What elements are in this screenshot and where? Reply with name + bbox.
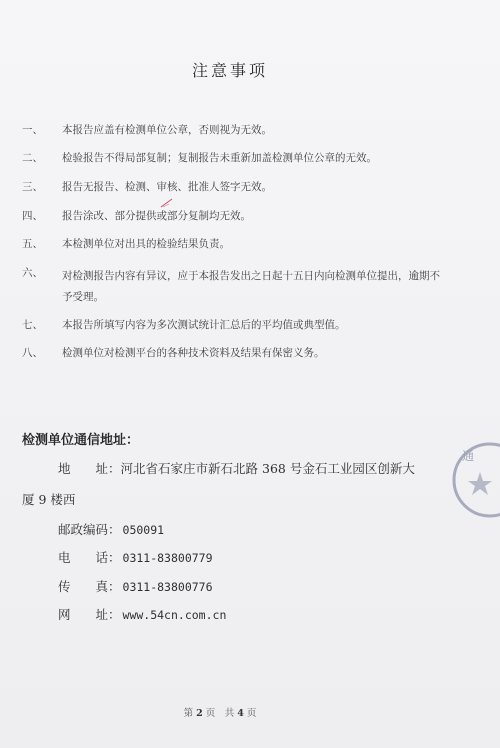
fax-value: 0311-83800776 <box>122 580 213 594</box>
notice-item-3 <box>22 180 442 195</box>
page-footer <box>0 705 440 719</box>
website-value[interactable]: www.54cn.com.cn <box>122 608 227 622</box>
notice-number: 一、 <box>22 124 43 136</box>
notice-number: 五、 <box>22 238 43 250</box>
notice-text: 对检测报告内容有异议，应于本报告发出之日起十五日内向检测单位提出，逾期不予受理。 <box>62 270 440 303</box>
phone-value: 0311-83800779 <box>122 551 213 565</box>
page-mid: 页 共 <box>205 708 235 719</box>
notice-item-8 <box>22 346 442 361</box>
address-line-1 <box>58 459 415 477</box>
pen-mark-icon <box>160 198 174 208</box>
notice-text: 本检测单位对出具的检验结果负责。 <box>62 238 230 250</box>
page-suffix: 页 <box>246 708 257 719</box>
postal-label: 邮政编码： <box>58 522 121 537</box>
notice-number: 三、 <box>22 181 43 193</box>
postal-code-row <box>58 520 164 538</box>
seal-text: 通 <box>462 449 475 463</box>
notice-text: 本报告应盖有检测单位公章，否则视为无效。 <box>62 124 272 136</box>
address-label: 地 址： <box>58 461 121 476</box>
notice-item-6 <box>22 266 442 303</box>
fax-row <box>58 577 213 595</box>
fax-label: 传 真： <box>58 579 121 594</box>
page-total: 4 <box>237 708 244 719</box>
page-prefix: 第 <box>183 708 194 719</box>
notice-item-5 <box>22 237 442 252</box>
notice-item-7 <box>22 318 442 333</box>
notice-text: 本报告所填写内容为多次测试统计汇总后的平均值或典型值。 <box>62 319 346 331</box>
notice-item-1 <box>22 123 442 138</box>
phone-label: 电 话： <box>58 550 121 565</box>
notice-number: 七、 <box>22 319 43 331</box>
address-line-2: 厦 9 楼西 <box>22 492 76 507</box>
notice-text: 检验报告不得局部复制；复制报告未重新加盖检测单位公章的无效。 <box>62 152 377 164</box>
page-current: 2 <box>196 708 203 719</box>
notice-text: 报告无报告、检测、审核、批准人签字无效。 <box>62 181 272 193</box>
notice-item-2 <box>22 151 442 166</box>
website-row <box>58 605 226 623</box>
phone-row <box>58 548 213 566</box>
official-seal <box>450 440 500 520</box>
postal-value: 050091 <box>122 523 165 537</box>
notice-number: 四、 <box>22 210 43 222</box>
notice-item-4 <box>22 209 442 224</box>
notice-text: 检测单位对检测平台的各种技术资料及结果有保密义务。 <box>62 347 325 359</box>
website-label: 网 址： <box>58 607 121 622</box>
notice-number: 八、 <box>22 347 43 359</box>
notice-text: 报告涂改、部分提供或部分复制均无效。 <box>62 210 251 222</box>
notice-number: 二、 <box>22 152 43 164</box>
address-heading: 检测单位通信地址： <box>22 433 140 448</box>
page-title: 注意事项 <box>191 61 268 80</box>
notice-number: 六、 <box>22 267 43 279</box>
address-value: 河北省石家庄市新石北路 368 号金石工业园区创新大 <box>120 461 415 476</box>
